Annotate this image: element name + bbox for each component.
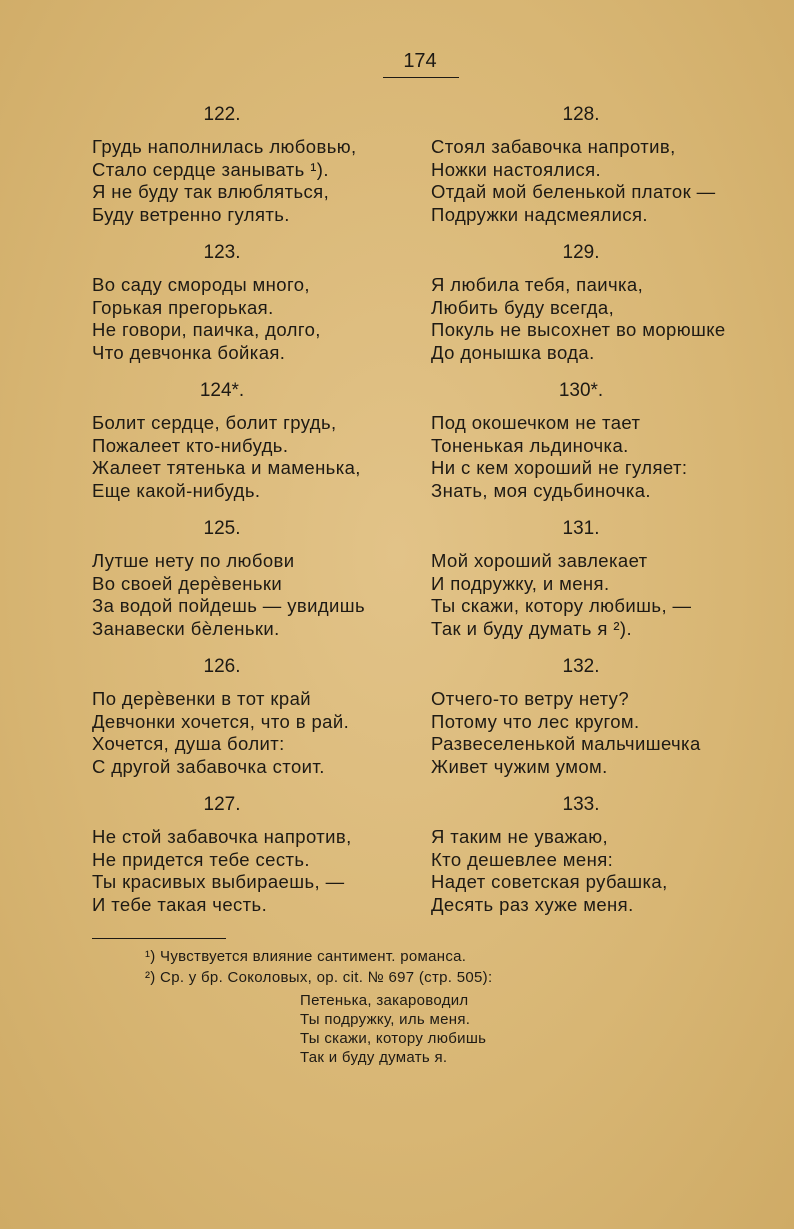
poem [92,380,432,518]
poem-line: Лутше нету по любови [92,550,295,571]
poem-line: Так и буду думать я ²). [431,617,632,639]
poem [92,518,432,656]
poem [92,656,432,794]
poem-line: И тебе такая честь. [92,893,268,915]
poem-number: 123. [203,242,241,263]
poem-line: Любить буду всегда, [431,296,615,318]
poem-line: Знать, моя судьбиночка. [431,479,651,501]
poem-line: По дерѐвенки в тот край [92,688,312,709]
poem [431,104,761,242]
footnote-rule [92,938,226,939]
poem-line: Хочется, душа болит: [92,733,285,754]
poem [92,242,432,380]
poem-line: Ты красивых выбираешь, — [92,871,345,892]
poem [431,518,761,656]
poem-line: Жалеет тятенька и маменька, [92,457,361,478]
poem-number: 124*. [199,380,245,401]
footnotes [145,946,492,988]
poem-line: Во своей дерѐвеньки [92,572,283,594]
poem-number: 133. [562,794,600,815]
poem [431,656,761,794]
poem-number: 127. [203,794,241,815]
poem-line: Что девчонка бойкая. [92,341,286,363]
poem-line: Я любила тебя, паичка, [431,274,644,295]
poem [431,380,761,518]
poem-line: Живет чужим умом. [431,755,608,777]
poem-line: Ножки настоялися. [431,158,602,180]
left-column [92,104,432,932]
quote-line: Ты скажи, котору любишь [300,1030,487,1047]
poem-number: 122. [203,104,241,125]
poem-line: Пожалеет кто-нибудь. [92,434,289,456]
poem-line: Стоял забавочка напротив, [431,136,676,157]
poem-number: 129. [562,242,600,263]
poem [92,794,432,932]
poem-line: С другой забавочка стоит. [92,755,325,777]
poem-number: 130*. [558,380,604,401]
poem-line: Еще какой-нибудь. [92,479,261,501]
poem-number: 126. [203,656,241,677]
poem-line: Буду ветренно гулять. [92,203,290,225]
poem-line: Грудь наполнилась любовью, [92,136,357,157]
poem-line: Не говори, паичка, долго, [92,319,321,340]
poem-line: За водой пойдешь — увидишь [92,595,366,616]
poem-line: Подружки надсмеялися. [431,203,648,225]
poem-line: Не стой забавочка напротив, [92,826,352,847]
poem-line: Мой хороший завлекает [431,550,648,571]
poem-line: Девчонки хочется, что в рай. [92,710,350,732]
poem-line: Отчего-то ветру нету? [431,688,630,709]
poem-number: 128. [562,104,600,125]
poem-line: И подружку, и меня. [431,572,610,594]
poem-line: Покуль не высохнет во морюшке [431,319,726,340]
poem-line: Отдай мой беленькой платок — [431,181,716,202]
poem-line: Во саду смороды много, [92,274,310,295]
poem-line: Под окошечком не тает [431,412,641,433]
page-number: 174 [403,50,437,72]
poem-number: 125. [203,518,241,539]
poem [431,794,761,932]
footnote-quote [300,991,486,1067]
poem-line: Я не буду так влюбляться, [92,181,330,202]
poem-line: Десять раз хуже меня. [431,893,634,915]
poem [431,242,761,380]
quote-line: Петенька, закароводил [300,992,469,1009]
poem-line: Кто дешевлее меня: [431,848,614,870]
poem-line: Ты скажи, котору любишь, — [431,595,692,616]
poem-line: Не придется тебе сесть. [92,848,310,870]
poem-line: Ни с кем хороший не гуляет: [431,457,688,478]
poem-line: Надет советская рубашка, [431,871,668,892]
quote-line: Ты подружку, иль меня. [300,1011,471,1028]
poem-line: Потому что лес кругом. [431,710,640,732]
poem-line: Развеселенькой мальчишечка [431,733,701,754]
poem-line: Тоненькая льдиночка. [431,434,629,456]
poem-line: Горькая прегорькая. [92,296,274,318]
quote-line: Так и буду думать я. [300,1049,448,1066]
poem-line: Занавески бѐленьки. [92,617,280,639]
poem-number: 132. [562,656,600,677]
poem-line: Болит сердце, болит грудь, [92,412,337,433]
right-column [431,104,761,932]
poem-line: Стало сердце занывать ¹). [92,158,329,180]
poem-number: 131. [562,518,600,539]
footnote: ¹) Чувствуется влияние сантимент. романса. [145,948,467,965]
poem [92,104,432,242]
poem-line: До донышка вода. [431,341,595,363]
footnote: ²) Ср. у бр. Соколовых, ор. cit. № 697 (стр. 505): [145,969,493,986]
page-number-rule [383,77,459,78]
poem-line: Я таким не уважаю, [431,826,609,847]
